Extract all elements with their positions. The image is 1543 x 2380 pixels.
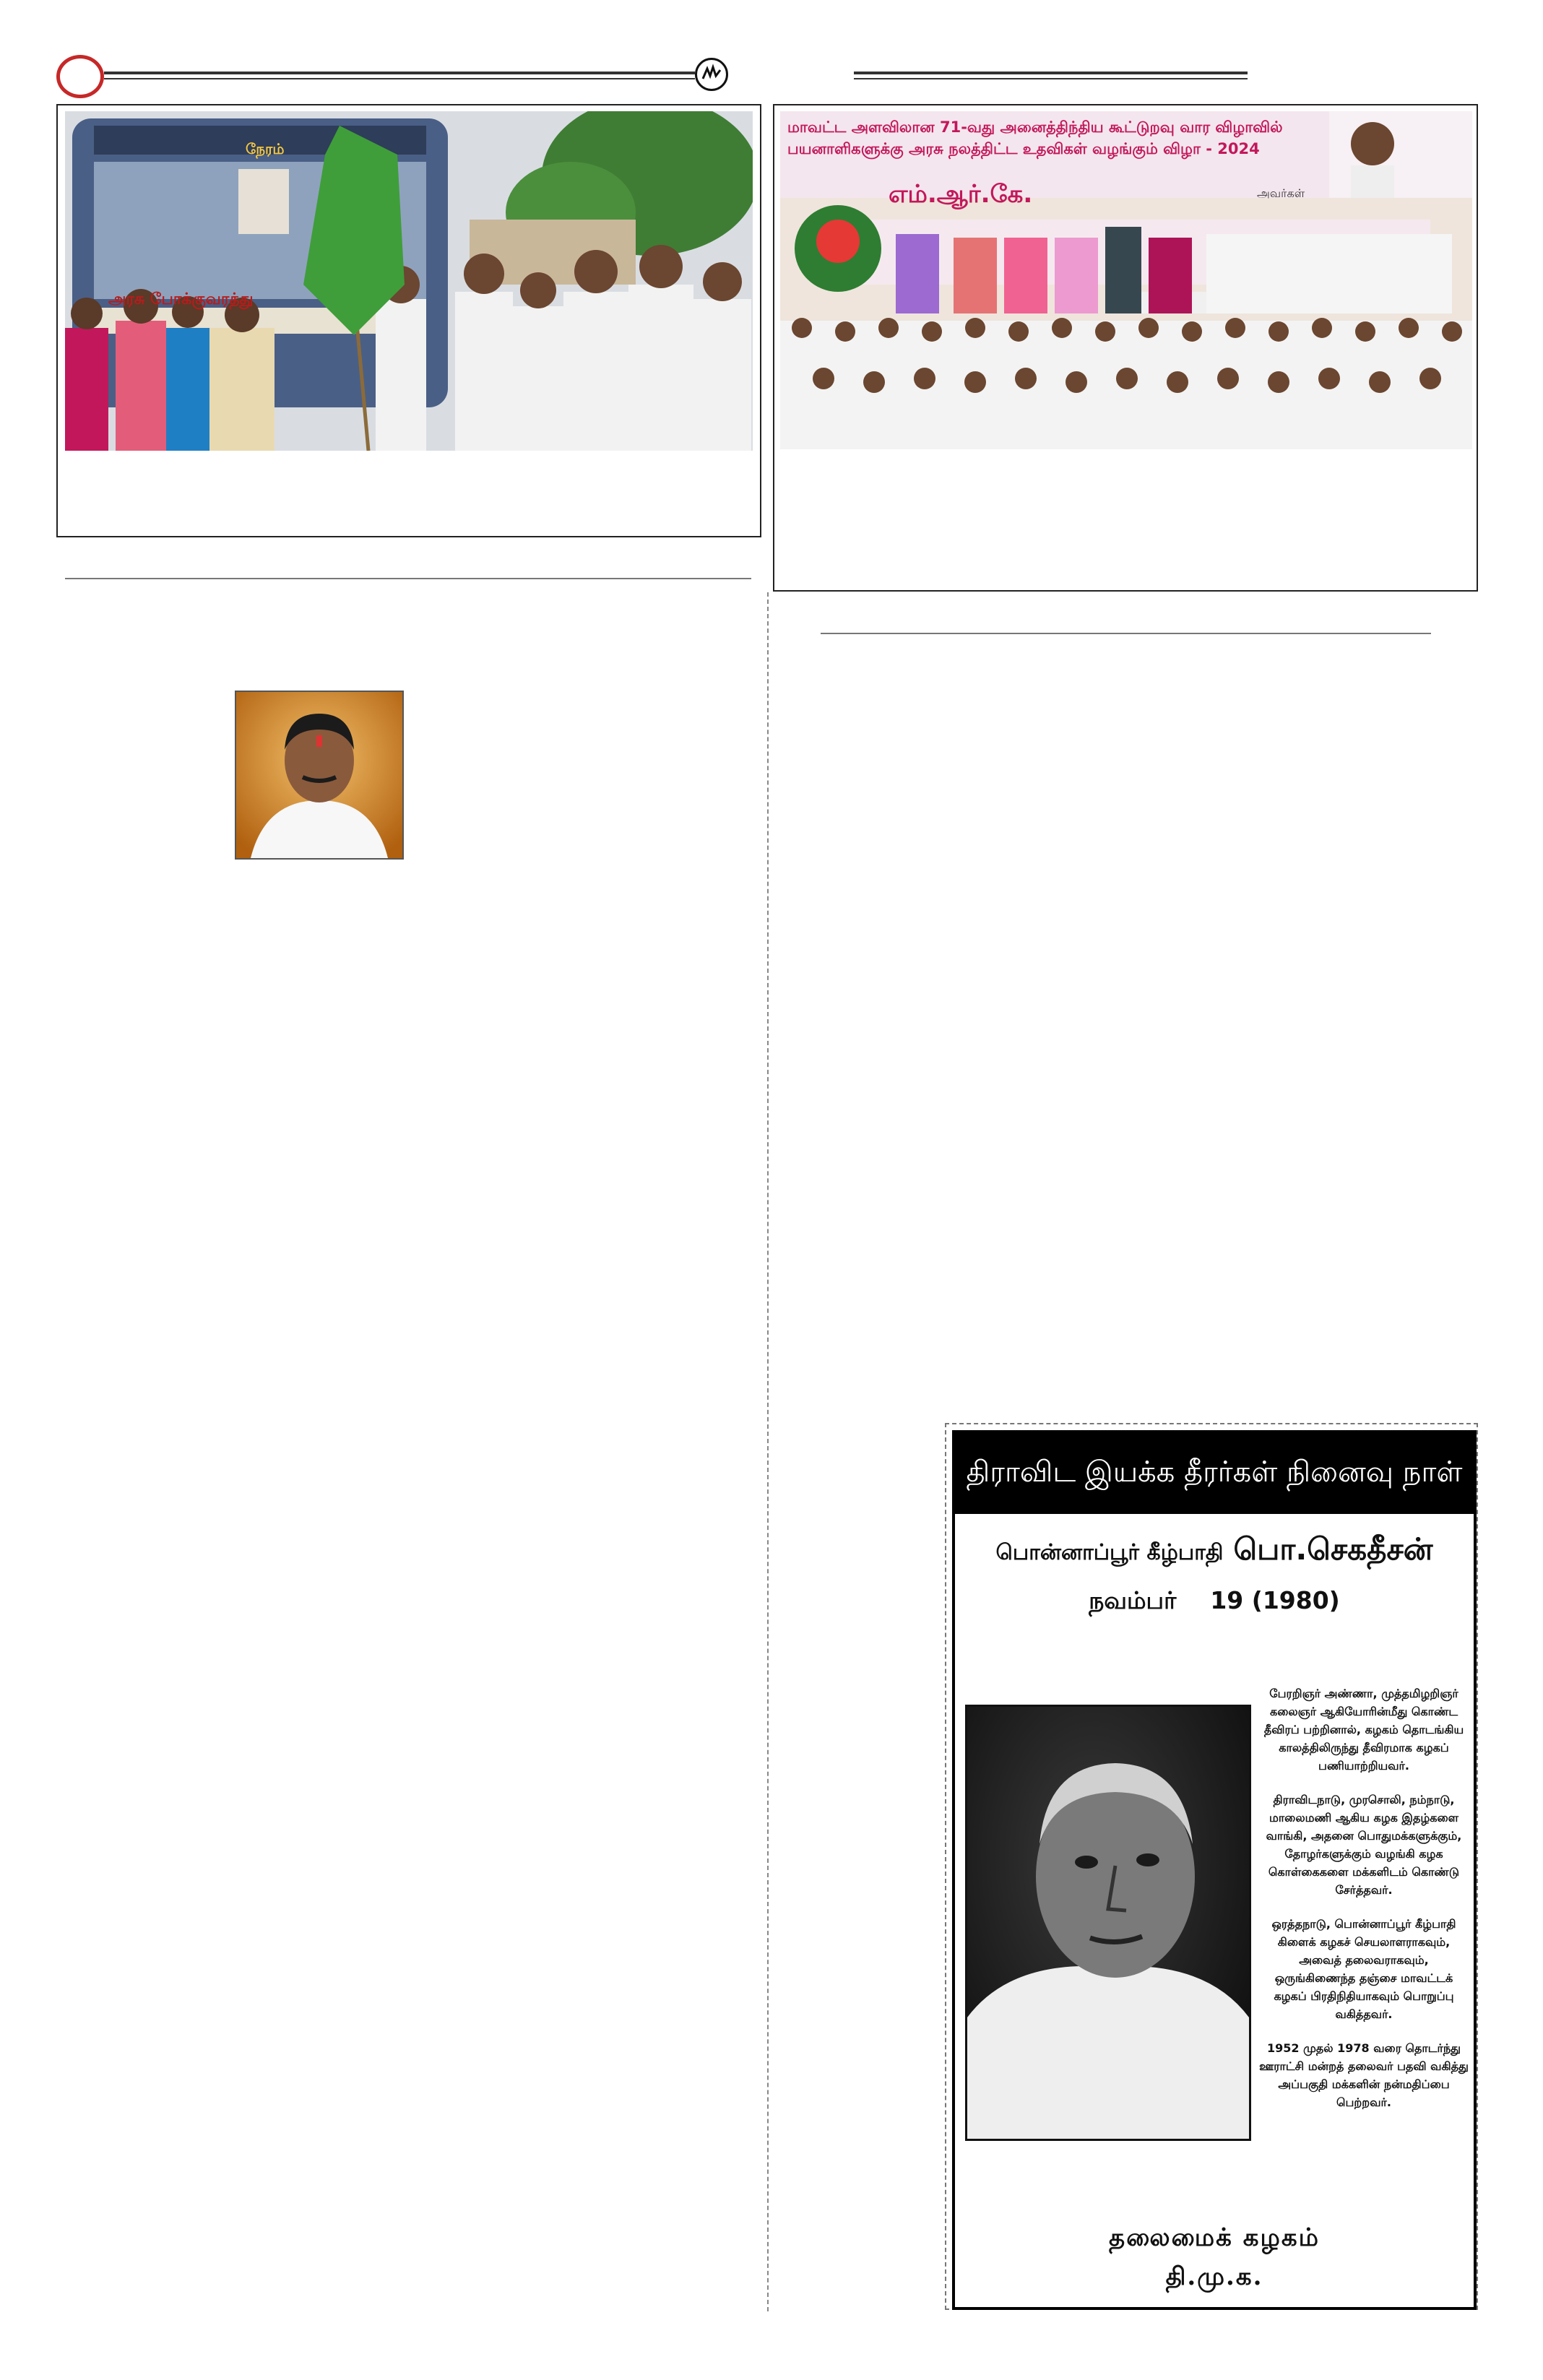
memorial-ad xyxy=(952,1430,1477,2310)
header-rule-right xyxy=(854,72,1248,74)
event-banner-name: எம்.ஆர்.கே. xyxy=(889,180,1033,209)
header-rule-left-thin xyxy=(104,78,695,79)
bio-paragraph-3: ஒரத்தநாடு, பொன்னாப்பூர் கீழ்பாதி கிளைக் கழகச் செயலாளராகவும், அவைத் தலைவராகவும், ஒருங்கிணைந்த தஞ்சை மாவட்டக் கழகப் பிரதிநிதியாகவும் பொறுப்பு வகித்தவர். xyxy=(1271,1917,1456,2021)
memorial-place: பொன்னாப்பூர் கீழ்பாதி xyxy=(995,1540,1224,1565)
memorial-name: பொ.செகதீசன் xyxy=(1233,1531,1433,1567)
memorial-footer-1: தலைமைக் கழகம் xyxy=(1109,2223,1320,2252)
page-marker xyxy=(56,55,104,98)
memorial-date xyxy=(955,1586,1474,1618)
column-divider xyxy=(767,592,769,2311)
event-photo xyxy=(780,111,1472,449)
memorial-title: திராவிட இயக்க தீரர்கள் நினைவு நாள் xyxy=(955,1433,1474,1514)
memorial-biography xyxy=(1257,1684,1471,2127)
left-photo-frame xyxy=(56,104,761,537)
left-section-rule xyxy=(65,578,751,579)
bio-paragraph-1: பேரறிஞர் அண்ணா, முத்தமிழறிஞர் கலைஞர் ஆகியோரின்மீது கொண்ட தீவிரப் பற்றினால், கழகம் தொடங்கிய காலத்திலிருந்து தீவிரமாக கழகப் பணியாற்றியவர். xyxy=(1263,1687,1464,1773)
bus-flagoff-photo xyxy=(65,111,753,451)
header-rule-right-thin xyxy=(854,78,1248,79)
right-section-rule xyxy=(821,633,1431,634)
event-banner-line-2: பயனாளிகளுக்கு அரசு நலத்திட்ட உதவிகள் வழங்கும் விழா - 2024 xyxy=(787,140,1260,157)
memorial-date-month: நவம்பர் xyxy=(1089,1586,1177,1614)
bus-sign-text: நேரம் xyxy=(246,140,285,157)
memorial-date-year: 19 (1980) xyxy=(1210,1586,1340,1614)
event-banner-line-1: மாவட்ட அளவிலான 71-வது அனைத்திந்திய கூட்டுறவு வார விழாவில் xyxy=(787,118,1283,136)
bio-paragraph-4: 1952 முதல் 1978 வரை தொடர்ந்து ஊராட்சி மன்றத் தலைவர் பதவி வகித்து அப்பகுதி மக்களின் நன்மதிப்பை பெற்றவர். xyxy=(1259,2041,1469,2109)
bus-banner-text: அரசு போக்குவரத்து xyxy=(108,290,254,308)
memorial-portrait xyxy=(965,1705,1251,2141)
memorial-footer-2: தி.மு.க. xyxy=(1165,2262,1263,2291)
right-photo-frame xyxy=(773,104,1478,592)
bio-paragraph-2: திராவிடநாடு, முரசொலி, நம்நாடு, மாலைமணி ஆகிய கழக இதழ்களை வாங்கி, அதனை பொதுமக்களுக்கும், தோழர்களுக்கும் வழங்கி கழக கொள்கைகளை மக்களிடம் கொண்டு சேர்த்தவர். xyxy=(1266,1793,1462,1897)
party-emblem-icon xyxy=(695,58,728,91)
event-banner-suffix: அவர்கள் xyxy=(1257,186,1305,200)
header-rule-left xyxy=(104,72,695,74)
memorial-heading xyxy=(955,1531,1474,1571)
portrait-photo xyxy=(235,691,404,860)
